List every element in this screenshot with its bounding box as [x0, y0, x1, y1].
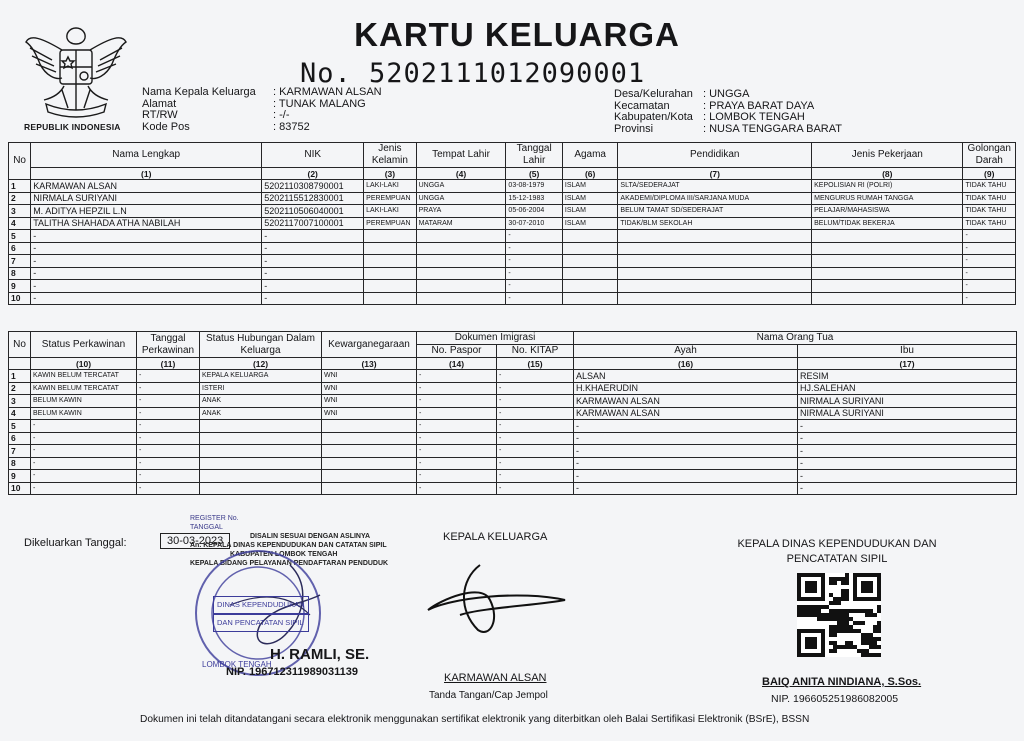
- cell-gender: [364, 255, 416, 268]
- cell-citizenship: [322, 420, 417, 433]
- cell-relationship: [200, 482, 322, 495]
- cell-marriage-date: -: [137, 420, 200, 433]
- cell-occupation: [812, 242, 963, 255]
- cell-mother: HJ.SALEHAN: [798, 382, 1017, 395]
- agency-nip: NIP. 196605251986082005: [771, 693, 899, 705]
- cell-relationship: [200, 432, 322, 445]
- cell-education: AKADEMI/DIPLOMA III/SARJANA MUDA: [618, 192, 812, 205]
- table-row: [9, 470, 1017, 483]
- cell-marriage-date: -: [137, 370, 200, 383]
- col-header-relationship: Status Hubungan Dalam Keluarga: [200, 332, 322, 358]
- stamp-line: DAN PENCATATAN SIPIL: [213, 614, 309, 632]
- cell-religion: [562, 242, 617, 255]
- cell-birthplace: [416, 280, 506, 293]
- cell-name: -: [31, 267, 262, 280]
- cell-father: ALSAN: [574, 370, 798, 383]
- cell-marriage-date: -: [137, 407, 200, 420]
- table-row: [9, 382, 1017, 395]
- cell-birthplace: [416, 267, 506, 280]
- cell-marriage-date: -: [137, 395, 200, 408]
- document-number: No. 5202111012090001: [300, 58, 646, 89]
- row-number: 8: [9, 457, 31, 470]
- cell-name: -: [31, 280, 262, 293]
- cell-religion: ISLAM: [562, 217, 617, 230]
- head-label: Kode Pos: [142, 120, 190, 133]
- table-row: [9, 205, 1016, 218]
- stamp-inner-text: [213, 596, 309, 632]
- row-number: 9: [9, 470, 31, 483]
- row-number: 5: [9, 420, 31, 433]
- cell-father: -: [574, 445, 798, 458]
- region-label: Kabupaten/Kota: [614, 111, 693, 124]
- cell-occupation: [812, 280, 963, 293]
- cell-passport: -: [417, 420, 497, 433]
- cell-citizenship: [322, 457, 417, 470]
- cell-passport: -: [417, 432, 497, 445]
- cell-kitap: -: [497, 445, 574, 458]
- col-number: (7): [618, 168, 812, 180]
- cell-passport: -: [417, 445, 497, 458]
- cell-father: KARMAWAN ALSAN: [574, 395, 798, 408]
- cell-nik: 5202115512830001: [262, 192, 364, 205]
- stamp-line: DISALIN SESUAI DENGAN ASLINYA: [250, 533, 371, 540]
- cell-citizenship: WNI: [322, 382, 417, 395]
- cell-occupation: [812, 255, 963, 268]
- table-row: [9, 407, 1017, 420]
- cell-blood: TIDAK TAHU: [963, 217, 1016, 230]
- cell-gender: PEREMPUAN: [364, 217, 416, 230]
- col-header-father: Ayah: [574, 345, 798, 358]
- cell-mother: -: [798, 457, 1017, 470]
- cell-relationship: [200, 457, 322, 470]
- cell-education: BELUM TAMAT SD/SEDERAJAT: [618, 205, 812, 218]
- table-row: [9, 255, 1016, 268]
- cell-blood: -: [963, 255, 1016, 268]
- region-value: : UNGGA: [703, 88, 750, 100]
- region-values: [703, 89, 842, 135]
- cell-marital: -: [31, 470, 137, 483]
- row-number: 10: [9, 482, 31, 495]
- cell-blood: -: [963, 267, 1016, 280]
- cell-gender: [364, 280, 416, 293]
- col-header-no: No: [9, 332, 31, 358]
- head-labels: [142, 87, 256, 133]
- cell-mother: -: [798, 470, 1017, 483]
- head-name: KARMAWAN ALSAN: [444, 672, 547, 684]
- cell-birthplace: [416, 255, 506, 268]
- cell-birthdate: -: [506, 292, 563, 305]
- cell-name: NIRMALA SURIYANI: [31, 192, 262, 205]
- row-number: 6: [9, 242, 31, 255]
- cell-occupation: [812, 267, 963, 280]
- cell-father: -: [574, 420, 798, 433]
- cell-marital: BELUM KAWIN: [31, 395, 137, 408]
- stamp-line: KABUPATEN LOMBOK TENGAH: [230, 551, 338, 558]
- cell-passport: -: [417, 382, 497, 395]
- row-number: 3: [9, 395, 31, 408]
- cell-name: KARMAWAN ALSAN: [31, 180, 262, 193]
- table-row: [9, 370, 1017, 383]
- emblem-caption: REPUBLIK INDONESIA: [24, 122, 121, 132]
- head-value: : TUNAK MALANG: [273, 97, 366, 110]
- table-row: [9, 267, 1016, 280]
- cell-mother: NIRMALA SURIYANI: [798, 407, 1017, 420]
- table-row: [9, 482, 1017, 495]
- cell-birthdate: 30-07-2010: [506, 217, 563, 230]
- stamp-line: REGISTER No.: [190, 515, 239, 522]
- cell-name: -: [31, 230, 262, 243]
- col-header-religion: Agama: [562, 143, 617, 168]
- cell-nik: -: [262, 280, 364, 293]
- official-nip: NIP. 196712311989031139: [226, 666, 358, 678]
- cell-kitap: -: [497, 370, 574, 383]
- cell-blood: TIDAK TAHU: [963, 192, 1016, 205]
- cell-birthdate: 15-12-1983: [506, 192, 563, 205]
- cell-relationship: ISTERI: [200, 382, 322, 395]
- cell-kitap: -: [497, 482, 574, 495]
- col-number: (11): [137, 358, 200, 370]
- cell-birthdate: -: [506, 242, 563, 255]
- cell-relationship: [200, 420, 322, 433]
- col-header-name: Nama Lengkap: [31, 143, 262, 168]
- cell-birthdate: 03-08-1979: [506, 180, 563, 193]
- head-sign-caption: Tanda Tangan/Cap Jempol: [429, 690, 548, 701]
- cell-religion: ISLAM: [562, 180, 617, 193]
- stamp-region: LOMBOK TENGAH: [202, 660, 272, 669]
- cell-relationship: ANAK: [200, 407, 322, 420]
- col-number: (2): [262, 168, 364, 180]
- cell-mother: -: [798, 420, 1017, 433]
- cell-relationship: ANAK: [200, 395, 322, 408]
- issued-date: 30-03-2023: [160, 533, 230, 549]
- cell-education: [618, 292, 812, 305]
- cell-gender: PEREMPUAN: [364, 192, 416, 205]
- region-value: : LOMBOK TENGAH: [703, 111, 805, 124]
- cell-birthplace: [416, 292, 506, 305]
- row-number: 7: [9, 255, 31, 268]
- col-header-birthplace: Tempat Lahir: [416, 143, 506, 168]
- agency-name: BAIQ ANITA NINDIANA, S.Sos.: [762, 676, 922, 688]
- cell-religion: [562, 255, 617, 268]
- cell-passport: -: [417, 470, 497, 483]
- region-labels: [614, 89, 693, 135]
- cell-gender: LAKI-LAKI: [364, 205, 416, 218]
- cell-mother: -: [798, 482, 1017, 495]
- cell-gender: [364, 292, 416, 305]
- cell-citizenship: [322, 445, 417, 458]
- cell-passport: -: [417, 395, 497, 408]
- col-header-kitap: No. KITAP: [497, 345, 574, 358]
- cell-marital: -: [31, 482, 137, 495]
- agency-label: KEPALA DINAS KEPENDUDUKAN DAN PENCATATAN SIPIL: [737, 538, 937, 565]
- table-row: [9, 420, 1017, 433]
- cell-nik: 5202110308790001: [262, 180, 364, 193]
- cell-blood: -: [963, 242, 1016, 255]
- row-number: 2: [9, 192, 31, 205]
- col-header-passport: No. Paspor: [417, 345, 497, 358]
- cell-nik: -: [262, 292, 364, 305]
- col-number: (1): [31, 168, 262, 180]
- row-number: 3: [9, 205, 31, 218]
- cell-education: [618, 280, 812, 293]
- cell-kitap: -: [497, 407, 574, 420]
- row-number: 4: [9, 407, 31, 420]
- col-number: (4): [416, 168, 506, 180]
- cell-name: -: [31, 242, 262, 255]
- col-header-mother: Ibu: [798, 345, 1017, 358]
- head-label: Alamat: [142, 97, 177, 110]
- cell-kitap: -: [497, 420, 574, 433]
- cell-education: [618, 230, 812, 243]
- cell-mother: -: [798, 432, 1017, 445]
- col-number: (16): [574, 358, 798, 370]
- cell-occupation: [812, 230, 963, 243]
- cell-blood: TIDAK TAHU: [963, 205, 1016, 218]
- row-number: 6: [9, 432, 31, 445]
- row-number: 5: [9, 230, 31, 243]
- row-number: 7: [9, 445, 31, 458]
- family-status-table: [8, 331, 1017, 495]
- cell-name: -: [31, 255, 262, 268]
- cell-nik: 5202117007100001: [262, 217, 364, 230]
- cell-marital: KAWIN BELUM TERCATAT: [31, 370, 137, 383]
- cell-birthplace: PRAYA: [416, 205, 506, 218]
- cell-passport: -: [417, 407, 497, 420]
- region-label: Kecamatan: [614, 99, 670, 112]
- cell-birthplace: [416, 230, 506, 243]
- cell-father: -: [574, 482, 798, 495]
- row-number: 4: [9, 217, 31, 230]
- cell-birthplace: UNGGA: [416, 180, 506, 193]
- cell-citizenship: [322, 470, 417, 483]
- stamp-line: TANGGAL: [190, 524, 223, 531]
- cell-name: -: [31, 292, 262, 305]
- cell-occupation: MENGURUS RUMAH TANGGA: [812, 192, 963, 205]
- cell-citizenship: [322, 482, 417, 495]
- col-header-immigration: Dokumen Imigrasi: [417, 332, 574, 345]
- cell-birthdate: -: [506, 280, 563, 293]
- cell-marriage-date: -: [137, 432, 200, 445]
- region-value: : NUSA TENGGARA BARAT: [703, 122, 842, 135]
- cell-marital: -: [31, 432, 137, 445]
- cell-father: -: [574, 457, 798, 470]
- cell-education: [618, 242, 812, 255]
- cell-birthdate: -: [506, 255, 563, 268]
- cell-citizenship: WNI: [322, 407, 417, 420]
- col-number: (14): [417, 358, 497, 370]
- cell-citizenship: WNI: [322, 370, 417, 383]
- qr-code-icon: [797, 573, 881, 657]
- row-number: 10: [9, 292, 31, 305]
- cell-nik: -: [262, 267, 364, 280]
- stamp-line: An. KEPALA DINAS KEPENDUDUKAN DAN CATATAN SIPIL: [190, 542, 387, 549]
- col-header-occupation: Jenis Pekerjaan: [812, 143, 963, 168]
- col-header-nik: NIK: [262, 143, 364, 168]
- cell-kitap: -: [497, 432, 574, 445]
- col-header-no: No: [9, 143, 31, 180]
- col-header-birthdate: Tanggal Lahir: [506, 143, 563, 168]
- head-signature-label: KEPALA KELUARGA: [443, 531, 548, 543]
- col-header-education: Pendidikan: [618, 143, 812, 168]
- cell-education: [618, 255, 812, 268]
- cell-citizenship: WNI: [322, 395, 417, 408]
- cell-nik: -: [262, 242, 364, 255]
- region-label: Desa/Kelurahan: [614, 88, 693, 100]
- cell-birthplace: MATARAM: [416, 217, 506, 230]
- cell-relationship: [200, 470, 322, 483]
- row-number: 2: [9, 382, 31, 395]
- cell-father: KARMAWAN ALSAN: [574, 407, 798, 420]
- electronic-signature-note: Dokumen ini telah ditandatangani secara elektronik menggunakan sertifikat elektronik yang diterbitkan oleh Balai Sertifikasi Elektronik (BSrE), BSSN: [140, 714, 810, 725]
- cell-gender: [364, 230, 416, 243]
- cell-marriage-date: -: [137, 445, 200, 458]
- family-members-table: [8, 142, 1016, 305]
- col-number: (9): [963, 168, 1016, 180]
- cell-gender: [364, 267, 416, 280]
- col-header-marital: Status Perkawinan: [31, 332, 137, 358]
- cell-name: TALITHA SHAHADA ATHA NABILAH: [31, 217, 262, 230]
- table-row: [9, 180, 1016, 193]
- cell-birthdate: 05-06-2004: [506, 205, 563, 218]
- cell-occupation: PELAJAR/MAHASISWA: [812, 205, 963, 218]
- cell-religion: [562, 230, 617, 243]
- cell-blood: -: [963, 292, 1016, 305]
- head-value: : 83752: [273, 120, 310, 133]
- table-row: [9, 192, 1016, 205]
- document-title: KARTU KELUARGA: [354, 16, 680, 53]
- cell-passport: -: [417, 482, 497, 495]
- cell-religion: [562, 280, 617, 293]
- cell-relationship: [200, 445, 322, 458]
- cell-blood: -: [963, 280, 1016, 293]
- cell-occupation: [812, 292, 963, 305]
- cell-nik: -: [262, 230, 364, 243]
- cell-marital: -: [31, 457, 137, 470]
- col-header-blood: Golongan Darah: [963, 143, 1016, 168]
- cell-marriage-date: -: [137, 482, 200, 495]
- cell-nik: -: [262, 255, 364, 268]
- head-label: RT/RW: [142, 109, 178, 122]
- cell-marital: -: [31, 420, 137, 433]
- cell-father: -: [574, 470, 798, 483]
- cell-mother: RESIM: [798, 370, 1017, 383]
- cell-marriage-date: -: [137, 382, 200, 395]
- row-number: 1: [9, 370, 31, 383]
- issued-label: Dikeluarkan Tanggal:: [24, 537, 127, 549]
- cell-education: [618, 267, 812, 280]
- cell-blood: -: [963, 230, 1016, 243]
- head-values: [273, 87, 382, 133]
- cell-birthplace: UNGGA: [416, 192, 506, 205]
- table-row: [9, 280, 1016, 293]
- cell-kitap: -: [497, 395, 574, 408]
- cell-nik: 5202110506040001: [262, 205, 364, 218]
- region-label: Provinsi: [614, 122, 654, 135]
- col-number: (12): [200, 358, 322, 370]
- cell-occupation: KEPOLISIAN RI (POLRI): [812, 180, 963, 193]
- cell-blood: TIDAK TAHU: [963, 180, 1016, 193]
- table-row: [9, 292, 1016, 305]
- cell-religion: [562, 292, 617, 305]
- stamp-line: DINAS KEPENDUDUKAN: [213, 596, 309, 614]
- cell-birthplace: [416, 242, 506, 255]
- cell-marital: BELUM KAWIN: [31, 407, 137, 420]
- cell-occupation: BELUM/TIDAK BEKERJA: [812, 217, 963, 230]
- col-header-citizenship: Kewarganegaraan: [322, 332, 417, 358]
- col-header-marriage-date: Tanggal Perkawinan: [137, 332, 200, 358]
- head-label: Nama Kepala Keluarga: [142, 86, 256, 98]
- cell-marital: KAWIN BELUM TERCATAT: [31, 382, 137, 395]
- col-number: (8): [812, 168, 963, 180]
- cell-kitap: -: [497, 382, 574, 395]
- table-row: [9, 457, 1017, 470]
- col-number: (5): [506, 168, 563, 180]
- table-row: [9, 242, 1016, 255]
- cell-religion: ISLAM: [562, 192, 617, 205]
- col-header-gender: Jenis Kelamin: [364, 143, 416, 168]
- cell-marriage-date: -: [137, 470, 200, 483]
- cell-kitap: -: [497, 457, 574, 470]
- official-name: H. RAMLI, SE.: [270, 646, 370, 663]
- table-row: [9, 230, 1016, 243]
- table-row: [9, 217, 1016, 230]
- col-number: (15): [497, 358, 574, 370]
- cell-education: TIDAK/BLM SEKOLAH: [618, 217, 812, 230]
- cell-citizenship: [322, 432, 417, 445]
- cell-religion: ISLAM: [562, 205, 617, 218]
- row-number: 9: [9, 280, 31, 293]
- cell-passport: -: [417, 370, 497, 383]
- cell-birthdate: -: [506, 267, 563, 280]
- cell-mother: -: [798, 445, 1017, 458]
- col-header-parents: Nama Orang Tua: [574, 332, 1017, 345]
- cell-gender: LAKI-LAKI: [364, 180, 416, 193]
- table-row: [9, 395, 1017, 408]
- cell-gender: [364, 242, 416, 255]
- row-number: 1: [9, 180, 31, 193]
- cell-father: -: [574, 432, 798, 445]
- cell-kitap: -: [497, 470, 574, 483]
- col-number: (17): [798, 358, 1017, 370]
- cell-father: H.KHAERUDIN: [574, 382, 798, 395]
- cell-marital: -: [31, 445, 137, 458]
- cell-mother: NIRMALA SURIYANI: [798, 395, 1017, 408]
- cell-birthdate: -: [506, 230, 563, 243]
- cell-passport: -: [417, 457, 497, 470]
- table-row: [9, 445, 1017, 458]
- cell-name: M. ADITYA HEPZIL L.N: [31, 205, 262, 218]
- cell-relationship: KEPALA KELUARGA: [200, 370, 322, 383]
- col-number: (3): [364, 168, 416, 180]
- col-number: (13): [322, 358, 417, 370]
- head-value: : -/-: [273, 109, 290, 122]
- cell-religion: [562, 267, 617, 280]
- col-number: (6): [562, 168, 617, 180]
- signature-icon: [420, 560, 570, 640]
- stamp-line: KEPALA BIDANG PELAYANAN PENDAFTARAN PENDUDUK: [190, 560, 389, 567]
- table-row: [9, 432, 1017, 445]
- cell-education: SLTA/SEDERAJAT: [618, 180, 812, 193]
- cell-marriage-date: -: [137, 457, 200, 470]
- head-value: : KARMAWAN ALSAN: [273, 86, 382, 98]
- col-number: (10): [31, 358, 137, 370]
- row-number: 8: [9, 267, 31, 280]
- region-value: : PRAYA BARAT DAYA: [703, 99, 815, 112]
